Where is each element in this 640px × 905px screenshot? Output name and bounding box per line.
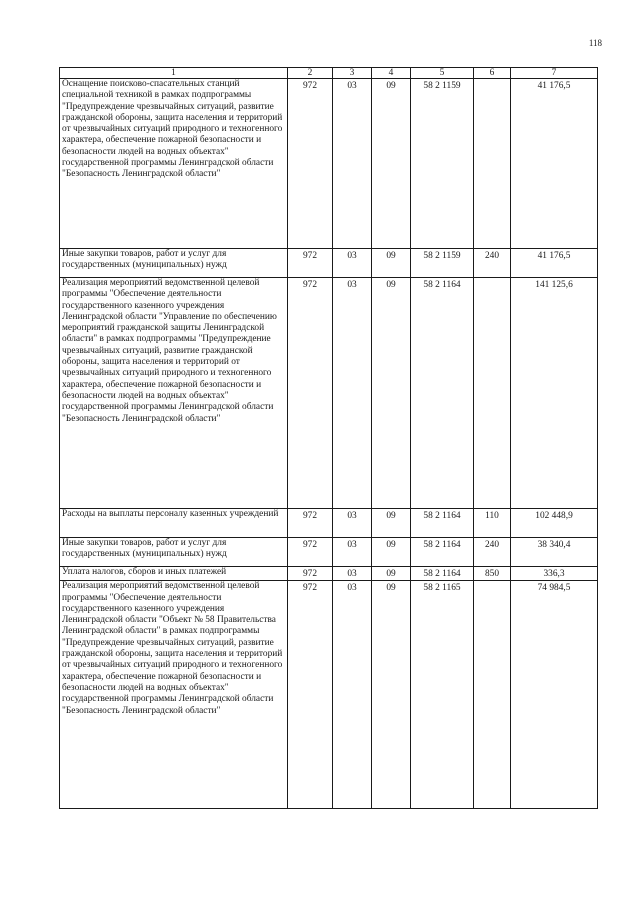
row-description: Иные закупки товаров, работ и услуг для государственных (муниципальных) нужд	[60, 249, 288, 278]
subsection-code: 09	[372, 567, 411, 581]
row-description: Иные закупки товаров, работ и услуг для государственных (муниципальных) нужд	[60, 538, 288, 567]
table-row	[60, 249, 598, 278]
amount: 141 125,6	[511, 278, 598, 509]
table-row	[60, 538, 598, 567]
row-description: Оснащение поисково-спасательных станций специальной техникой в рамках подпрограммы "Предупреждение чрезвычайных ситуаций, развитие гражданской обороны, защита населения и территорий от чрезвычайных ситуаций природного и техногенного характера, обеспечение пожарной безопасности и безопасности людей на водных объектах" государственной программы Ленинградской области "Безопасность Ленинградской области"	[60, 79, 288, 249]
section-code: 03	[333, 79, 372, 249]
subsection-code: 09	[372, 278, 411, 509]
column-header: 6	[474, 68, 511, 79]
table-row	[60, 79, 598, 249]
subsection-code: 09	[372, 581, 411, 809]
expense-type-code: 850	[474, 567, 511, 581]
grbs-code: 972	[288, 278, 333, 509]
subsection-code: 09	[372, 538, 411, 567]
subsection-code: 09	[372, 79, 411, 249]
expense-type-code: 240	[474, 249, 511, 278]
target-article-code: 58 2 1159	[411, 249, 474, 278]
amount: 41 176,5	[511, 79, 598, 249]
section-code: 03	[333, 278, 372, 509]
subsection-code: 09	[372, 249, 411, 278]
amount: 38 340,4	[511, 538, 598, 567]
section-code: 03	[333, 567, 372, 581]
column-header: 4	[372, 68, 411, 79]
section-code: 03	[333, 538, 372, 567]
row-description: Уплата налогов, сборов и иных платежей	[60, 567, 288, 581]
target-article-code: 58 2 1159	[411, 79, 474, 249]
row-description: Расходы на выплаты персоналу казенных учреждений	[60, 509, 288, 538]
column-header: 2	[288, 68, 333, 79]
target-article-code: 58 2 1164	[411, 509, 474, 538]
section-code: 03	[333, 581, 372, 809]
section-code: 03	[333, 249, 372, 278]
table-row	[60, 509, 598, 538]
row-description: Реализация мероприятий ведомственной целевой программы "Обеспечение деятельности государственного казенного учреждения Ленинградской области "Объект № 58 Правительства Ленинградской области" в рамках подпрограммы "Предупреждение чрезвычайных ситуаций, развитие гражданской обороны, защита населения и территорий от чрезвычайных ситуаций природного и техногенного характера, обеспечение пожарной безопасности и безопасности людей на водных объектах" государственной программы Ленинградской области "Безопасность Ленинградской области"	[60, 581, 288, 809]
target-article-code: 58 2 1164	[411, 278, 474, 509]
grbs-code: 972	[288, 567, 333, 581]
column-header: 5	[411, 68, 474, 79]
grbs-code: 972	[288, 538, 333, 567]
amount: 74 984,5	[511, 581, 598, 809]
grbs-code: 972	[288, 79, 333, 249]
column-number-row	[60, 68, 598, 79]
column-header: 7	[511, 68, 598, 79]
table-row	[60, 581, 598, 809]
expense-type-code	[474, 278, 511, 509]
section-code: 03	[333, 509, 372, 538]
grbs-code: 972	[288, 581, 333, 809]
budget-table	[59, 67, 598, 809]
amount: 336,3	[511, 567, 598, 581]
amount: 102 448,9	[511, 509, 598, 538]
page-number: 118	[588, 38, 602, 48]
amount: 41 176,5	[511, 249, 598, 278]
target-article-code: 58 2 1165	[411, 581, 474, 809]
table-row	[60, 567, 598, 581]
column-header: 1	[60, 68, 288, 79]
grbs-code: 972	[288, 509, 333, 538]
expense-type-code	[474, 581, 511, 809]
target-article-code: 58 2 1164	[411, 538, 474, 567]
grbs-code: 972	[288, 249, 333, 278]
expense-type-code: 110	[474, 509, 511, 538]
expense-type-code: 240	[474, 538, 511, 567]
row-description: Реализация мероприятий ведомственной целевой программы "Обеспечение деятельности государственного казенного учреждения Ленинградской области "Управление по обеспечению мероприятий гражданской защиты Ленинградской области" в рамках подпрограммы "Предупреждение чрезвычайных ситуаций, развитие гражданской обороны, защита населения и территорий от чрезвычайных ситуаций природного и техногенного характера, обеспечение пожарной безопасности и безопасности людей на водных объектах" государственной программы Ленинградской области "Безопасность Ленинградской области"	[60, 278, 288, 509]
table-row	[60, 278, 598, 509]
expense-type-code	[474, 79, 511, 249]
target-article-code: 58 2 1164	[411, 567, 474, 581]
subsection-code: 09	[372, 509, 411, 538]
column-header: 3	[333, 68, 372, 79]
